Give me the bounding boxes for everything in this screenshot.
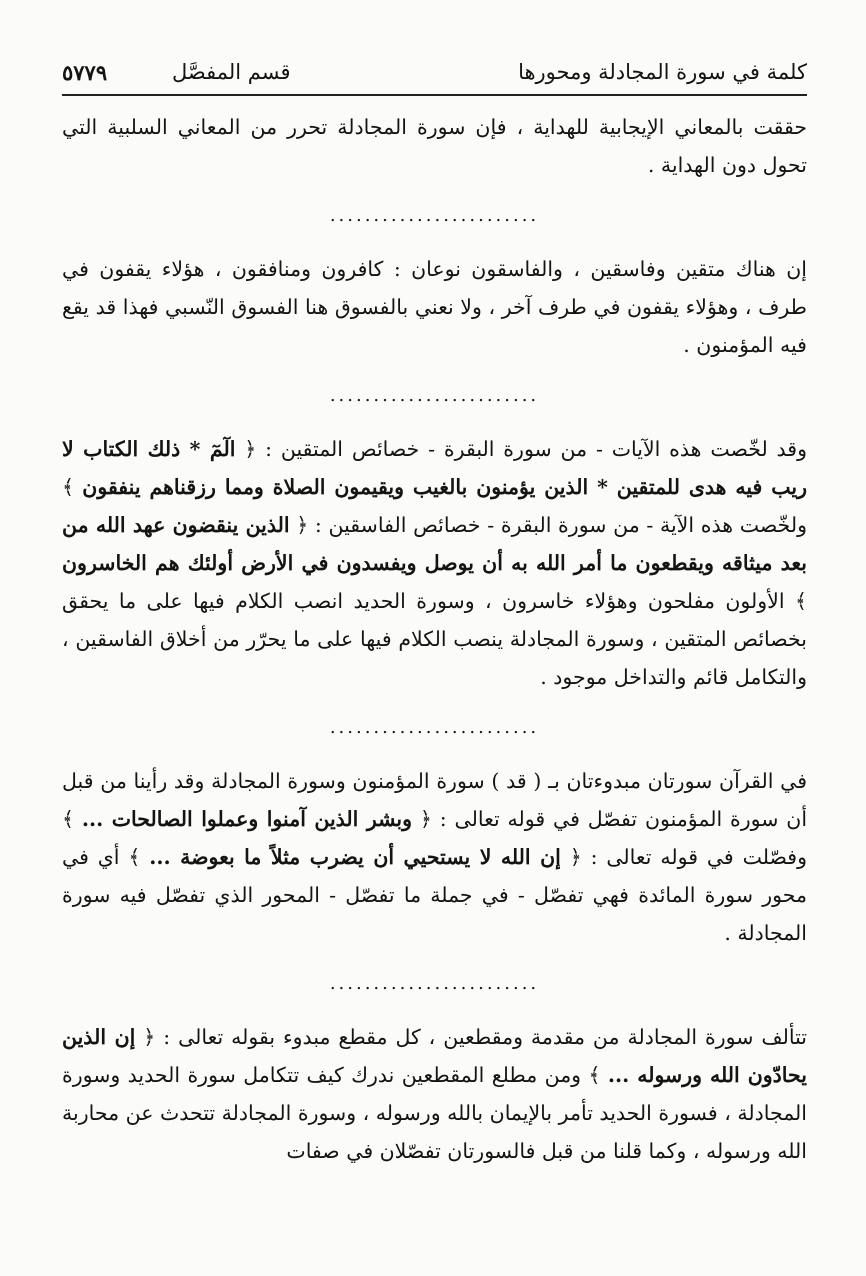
paragraph xyxy=(62,108,807,184)
paragraph xyxy=(62,430,807,696)
body-text xyxy=(62,108,807,1170)
section-divider: ........................ xyxy=(329,973,540,994)
text-run: ﴾ الأولون مفلحون وهؤلاء خاسرون ، وسورة الحديد انصب الكلام فيها على ما يحقق بخصائص المتقين ، وسورة المجادلة ينصب الكلام فيها على ما يحرّر من أخلاق الفاسقين ، والتكامل قائم والتداخل موجود . xyxy=(62,589,807,689)
section-divider: ........................ xyxy=(329,717,540,738)
text-run: ﴾ وفصّلت في قوله تعالى : ﴿ xyxy=(62,807,807,869)
text-run: إن هناك متقين وفاسقين ، والفاسقون نوعان : كافرون ومنافقون ، هؤلاء يقفون في طرف ، وهؤلاء يقفون في طرف آخر ، ولا نعني بالفسوق هنا الفسوق النّسبي فهذا قد يقع فيه المؤمنون . xyxy=(62,257,807,357)
text-run: ﴾ ومن مطلع المقطعين ندرك كيف تتكامل سورة الحديد وسورة المجادلة ، فسورة الحديد تأمر بالإيمان بالله ورسوله ، وسورة المجادلة تتحدث عن محاربة الله ورسوله ، وكما قلنا من قبل فالسورتان تفصّلان في صفات xyxy=(62,1063,807,1163)
quran-verse: إن الذين يحادّون الله ورسوله ... xyxy=(62,1025,807,1087)
quran-verse: إن الله لا يستحيي أن يضرب مثلاً ما بعوضة ... xyxy=(149,845,561,869)
text-run: حققت بالمعاني الإيجابية للهداية ، فإن سورة المجادلة تحرر من المعاني السلبية التي تحول دون الهداية . xyxy=(62,115,807,177)
quran-verse: الٓمٓ * ذلك الكتاب لا ريب فيه هدى للمتقين * الذين يؤمنون بالغيب ويقيمون الصلاة ومما رزقناهم ينفقون xyxy=(62,437,807,499)
text-run: في القرآن سورتان مبدوءتان بـ ( قد ) سورة المؤمنون وسورة المجادلة وقد رأينا من قبل أن سورة المؤمنون تفصّل في قوله تعالى : ﴿ xyxy=(62,769,808,831)
paragraph xyxy=(62,1018,807,1170)
text-run: وقد لخّصت هذه الآيات - من سورة البقرة - خصائص المتقين : ﴿ xyxy=(235,437,807,461)
text-run: ﴾ أي في محور سورة المائدة فهي تفصّل - في جملة ما تفصّل - المحور الذي تفصّل فيه سورة المجادلة . xyxy=(62,845,807,945)
paragraph xyxy=(62,762,807,952)
running-header xyxy=(62,58,807,96)
section-name: قسم المفصَّل xyxy=(172,60,291,84)
section-divider: ........................ xyxy=(329,385,540,406)
text-run: ﴾ ولخّصت هذه الآية - من سورة البقرة - خصائص الفاسقين : ﴿ xyxy=(62,475,807,537)
page-number: ٥٧٧٩ xyxy=(62,60,108,85)
quran-verse: الذين ينقضون عهد الله من بعد ميثاقه ويقطعون ما أمر الله به أن يوصل ويفسدون في الأرض أولئك هم الخاسرون xyxy=(62,513,807,575)
section-divider: ........................ xyxy=(329,205,540,226)
running-title: كلمة في سورة المجادلة ومحورها xyxy=(518,60,807,84)
text-run: تتألف سورة المجادلة من مقدمة ومقطعين ، كل مقطع مبدوء بقوله تعالى : ﴿ xyxy=(135,1025,807,1049)
quran-verse: وبشر الذين آمنوا وعملوا الصالحات ... xyxy=(81,807,413,831)
paragraph xyxy=(62,250,807,364)
